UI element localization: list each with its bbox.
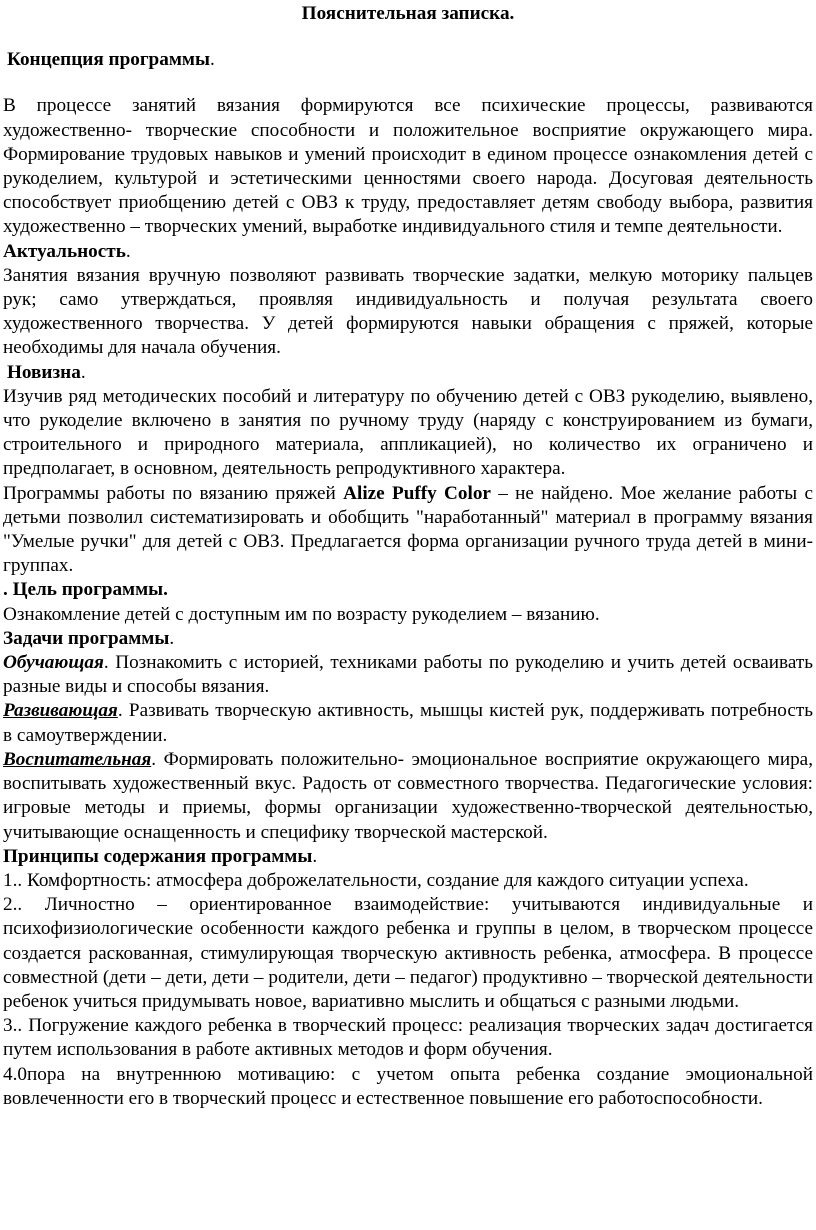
goal-heading: . Цель программы. [3,579,168,601]
novelty-paragraph-1: Изучив ряд методических пособий и литературу по обучению детей с ОВЗ рукоделию, выявлено, что рукоделие включено в занятия по ручному труду (наряду с конструированием из бумаги, строительного и природного материала, аппликацией), но количество их ограничено и предполагает, в основном, деятельность репродуктивного характера. [3,385,813,480]
document-title [3,2,813,26]
principles-heading [3,845,813,869]
concept-paragraph: В процессе занятий вязания формируются все психические процессы, развиваются художественно- творческие способности и положительное восприятие окружающего мира. Формирование трудовых навыков и умений происходит в едином процессе ознакомления детей с рукоделием, культурой и эстетическими ценностями своего народа. Досуговая деятельность способствует приобщению детей с ОВЗ к труду, предоставляет детям свободу выбора, развития художественно – творческих умений, выработке индивидуального стиля и темпе деятельности. [3,95,813,238]
principles-heading-dot: . [312,845,318,867]
tasks-heading-text: Задачи программы [3,627,170,649]
task-educational-text: . Познакомить с историей, техниками работы по рукоделию и учить детей осваивать разные виды и способы вязания. [3,652,813,698]
novelty-paragraph-2 [3,482,813,579]
task-upbringing [3,748,813,845]
goal-paragraph: Ознакомление детей с доступным им по возрасту рукоделием – вязанию. [3,603,600,625]
task-developmental [3,699,813,747]
concept-heading [3,48,813,72]
principles-heading-text: Принципы содержания программы [3,845,313,867]
principle-item-4: 4.0пора на внутреннюю мотивацию: с учетом опыта ребенка создание эмоциональной вовлеченности его в творческий процесс и естественное повышение его работоспособности. [3,1063,813,1109]
task-developmental-text: . Развивать творческую активность, мышцы кистей рук, поддерживать потребность в самоутверждении. [3,700,813,746]
novelty-text-end: – не найдено. Мое желание работы с детьми позволил систематизировать и обобщить "наработанный" материал в программу вязания "Умелые ручки" для детей с ОВЗ. Предлагается форма организации ручного труда детей в мини- группах. [3,482,813,577]
novelty-heading [3,361,813,385]
relevance-heading-dot: . [125,240,131,262]
relevance-paragraph: Занятия вязания вручную позволяют развивать творческие задатки, мелкую моторику пальцев рук; само утверждаться, проявляя индивидуальность и получая результата своего художественного творчества. У детей формируются навыки обращения с пряжей, которые необходимы для начала обучения. [3,264,813,359]
novelty-heading-dot: . [80,361,86,383]
principle-item-3: 3.. Погружение каждого ребенка в творческий процесс: реализация творческих задач достигается путем использования в работе активных методов и форм обучения. [3,1015,813,1061]
concept-heading-text: Концепция программы [7,49,210,71]
task-educational-label: Обучающая [3,652,104,674]
novelty-heading-text: Новизна [7,361,81,383]
title-text: Пояснительная записка. [301,3,515,24]
concept-heading-dot: . [209,49,215,71]
principle-item-1: 1.. Комфортность: атмосфера доброжелательности, создание для каждого ситуации успеха. [3,869,749,891]
task-developmental-label: Развивающая [3,700,118,722]
relevance-heading-text: Актуальность [3,240,126,262]
relevance-heading [3,240,813,264]
task-educational [3,651,813,699]
task-upbringing-text: . Формировать положительно- эмоциональное восприятие окружающего мира, воспитывать художественный вкус. Радость от совместного творчества. Педагогические условия: игровые методы и приемы, формы организации художественно-творческой деятельностью, учитывающие оснащенность и специфику творческой мастерской. [3,748,813,843]
novelty-text-start: Программы работы по вязанию пряжей [3,482,344,504]
principle-item-2: 2.. Личностно – ориентированное взаимодействие: учитываются индивидуальные и психофизиологические особенности каждого ребенка и группы в целом, в творческом процессе создается раскованная, стимулирующая творческую активность ребенка, атмосфера. В процессе совместной (дети – дети, дети – родители, дети – педагог) продуктивно – творческой деятельности ребенок учиться придумывать новое, вариативно мыслить и общаться с разными людьми. [3,894,813,1012]
yarn-brand-name: Alize Puffy Color [343,482,491,504]
tasks-heading [3,627,813,651]
tasks-heading-dot: . [169,627,175,649]
task-upbringing-label: Воспитательная [3,748,152,770]
